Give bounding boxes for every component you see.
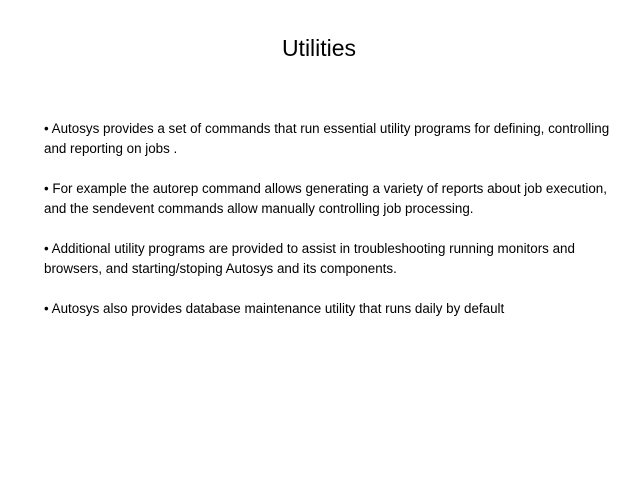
slide-body	[44, 119, 612, 319]
bullet-paragraph: • Additional utility programs are provided to assist in troubleshooting running monitors and browsers, and starting/stoping Autosys and its components.	[44, 241, 575, 276]
slide-title: Utilities	[281, 35, 357, 61]
bullet-paragraph: • For example the autorep command allows generating a variety of reports about job execution, and the sendevent commands allow manually controlling job processing.	[44, 181, 607, 216]
bullet-paragraph: • Autosys provides a set of commands that run essential utility programs for defining, controlling and reporting on jobs .	[44, 121, 610, 156]
bullet-paragraph: • Autosys also provides database maintenance utility that runs daily by default	[44, 301, 505, 316]
